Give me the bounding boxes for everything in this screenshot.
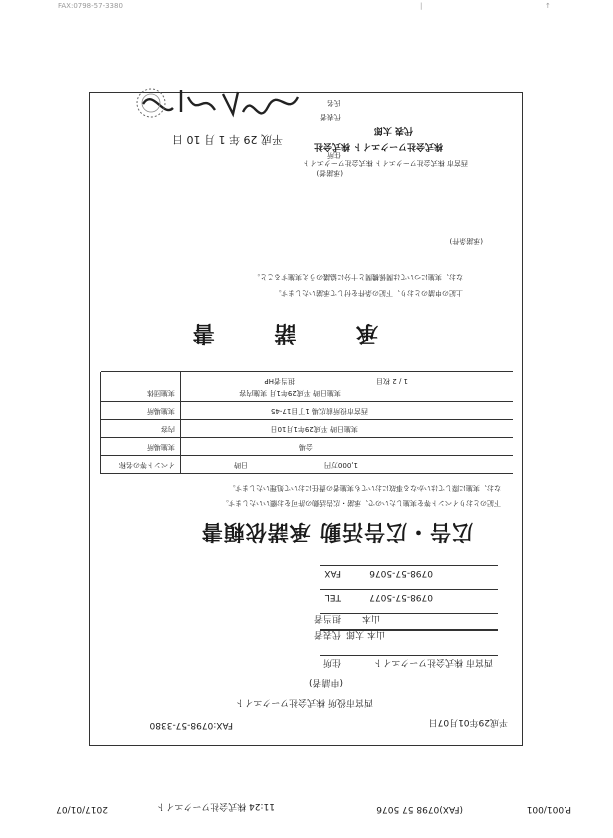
table-bottom [101,371,513,372]
table-row5-label: 実施団体 [147,389,175,397]
table-row3-value: 実施日時 平成29年1月10日 [270,425,358,433]
request-line-2: なお、実施に際してはいかなる事故においても実施者の責任において処理いたします。 [228,484,501,492]
company-rep: 山本 太郎 [346,629,385,639]
table-top [101,473,513,474]
rep-underline [320,629,498,631]
approval-conditions-label: (承諾条件) [449,237,483,245]
fax-sender-number: (FAX)0798 57 5076 [376,804,463,814]
approval-date: 平成 29 年 1 月 10 日 [172,133,283,146]
person-label: 担当者 [313,613,341,623]
fax-value: 0798-57-5076 [369,568,433,578]
fax-label: FAX [324,568,341,578]
table-row3-label: 内容 [161,425,175,433]
table-row1-sub: 日時 [234,461,248,469]
fax-sender-time: 11:24 株式会社ワークエイト [156,801,275,811]
table-row5-extra: 担当者HP [264,377,295,385]
doc-date: 平成29年01月07日 [428,717,508,727]
table-line-4 [101,401,513,402]
document-title: 広告・広告活動 承諾依頼書 [200,520,473,544]
approval-line-1: 上記の申請のとおり、下記の条件を付して承諾いたします。 [274,289,463,297]
table-row1-value: 1,000万円 [323,461,358,469]
table-row5-page: 1 / 2 枚目 [376,377,408,385]
approval-title: 承 諾 書 [166,320,378,345]
table-row2-value: 会場 [299,443,313,451]
approver-address: 西宮市 株式会社ワークエイト 株式会社ワークエイト [302,159,468,167]
approval-line-2: なお、実施については関係機関と十分に協議のうえ実施すること。 [253,273,463,281]
address-label: 住所 [322,657,341,667]
approver-name: 代表 太郎 [373,125,413,135]
applicant-label: (申請者) [308,677,343,687]
person-underline [320,613,498,614]
person-value: 山本 [361,613,380,623]
top-strip-mark: | [420,2,423,10]
table-row4-label: 実施場所 [147,407,175,415]
tel-label: TEL [324,592,341,602]
approver-addr-label: 住所 [327,151,341,159]
table-row2-label: 実施場所 [147,443,175,451]
table-row5-value: 実施日時 平成29年1月 実施内容 [239,389,341,397]
address-underline [320,655,498,656]
tel-underline [320,589,498,590]
table-label-divider [180,372,181,474]
approver-name-label: 氏名 [327,99,341,107]
top-strip-text: FAX:0798-57-3380 [58,2,123,10]
company-label: 代表者 [313,629,341,639]
approver-label: (承諾者) [316,169,343,177]
seal-stamp [134,82,168,120]
approver-org: 株式会社ワークエイト 株式会社 [314,141,443,151]
fax-underline [320,565,498,566]
request-line-1: 下記のとおりイベント等を実施したいので、承諾・広告活動の許可をお願いいたします。 [221,499,501,507]
approver-role-label: 代表者 [320,113,341,121]
fax-date: 2017/01/07 [56,804,108,814]
fax-page-number: P.001/001 [526,804,571,814]
doc-fax-line: FAX:0798-57-3380 [149,720,233,730]
table-right-edge [100,372,101,474]
table-line-2 [101,437,513,438]
table-line-3 [101,419,513,420]
tel-value: 0798-57-5077 [369,592,433,602]
table-row1-label: イベント等の名称 [119,461,175,469]
top-strip-mark-2: ↑ [545,2,551,10]
address-value: 西宮市 株式会社ワークエイト [373,657,493,667]
table-row4-value: 西宮市役所前広場 1丁目17-45 [270,407,368,415]
table-line-1 [101,455,513,456]
doc-recipient-org: 西宮市役所 株式会社ワークエイト [235,697,373,707]
